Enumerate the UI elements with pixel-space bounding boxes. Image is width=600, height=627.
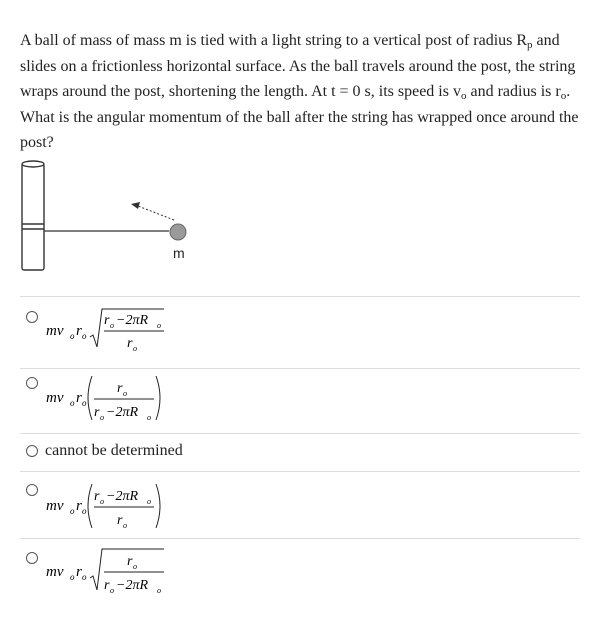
option-divider bbox=[20, 471, 580, 472]
question-text: A ball of mass of mass m is tied with a light string to a vertical post of radius $R_p$ and slides on a frictionless horizontal surface. As the ball travels around the post, the string wraps around the post, shortening the length. At t = 0 s, its speed is $v_o$ and radius is $r_o$. What is the angular momentum of the ball after the string has wrapped once around the post? bbox=[20, 32, 579, 151]
svg-text:−2πR: −2πR bbox=[106, 405, 139, 420]
svg-text:r: r bbox=[76, 390, 82, 406]
svg-text:o: o bbox=[70, 572, 75, 582]
velocity-arrow bbox=[131, 202, 174, 220]
svg-text:−2πR: −2πR bbox=[116, 313, 149, 328]
svg-text:r: r bbox=[127, 336, 133, 351]
svg-text:r: r bbox=[104, 313, 110, 328]
svg-text:r: r bbox=[117, 381, 123, 396]
svg-text:mv: mv bbox=[46, 564, 64, 580]
svg-text:r: r bbox=[94, 405, 100, 420]
svg-text:−2πR: −2πR bbox=[116, 578, 149, 593]
svg-text:r: r bbox=[76, 564, 82, 580]
svg-text:r: r bbox=[76, 323, 82, 339]
option-5-formula bbox=[44, 546, 174, 598]
svg-text:o: o bbox=[82, 506, 87, 516]
option-divider bbox=[20, 368, 580, 369]
svg-text:o: o bbox=[147, 413, 151, 422]
option-3-radio[interactable] bbox=[26, 445, 38, 457]
svg-text:r: r bbox=[76, 498, 82, 514]
option-4-formula bbox=[44, 480, 174, 534]
svg-text:o: o bbox=[100, 413, 104, 422]
svg-text:o: o bbox=[157, 321, 161, 330]
mass-label: m bbox=[173, 245, 185, 261]
vertical-post bbox=[22, 161, 44, 270]
ball bbox=[170, 224, 186, 240]
svg-text:mv: mv bbox=[46, 323, 64, 339]
svg-text:o: o bbox=[133, 562, 137, 571]
svg-text:−2πR: −2πR bbox=[106, 489, 139, 504]
post-ball-figure bbox=[18, 158, 218, 278]
svg-text:o: o bbox=[123, 521, 127, 530]
svg-text:r: r bbox=[127, 554, 133, 569]
option-divider bbox=[20, 433, 580, 434]
svg-text:o: o bbox=[70, 398, 75, 408]
option-1-radio[interactable] bbox=[26, 311, 38, 323]
svg-text:o: o bbox=[70, 506, 75, 516]
svg-text:o: o bbox=[157, 586, 161, 595]
svg-text:r: r bbox=[104, 578, 110, 593]
option-divider bbox=[20, 296, 580, 297]
option-1-formula bbox=[44, 307, 174, 357]
svg-text:o: o bbox=[82, 572, 87, 582]
svg-text:o: o bbox=[82, 331, 87, 341]
option-divider bbox=[20, 538, 580, 539]
svg-text:o: o bbox=[82, 398, 87, 408]
svg-text:o: o bbox=[147, 497, 151, 506]
svg-text:o: o bbox=[100, 497, 104, 506]
svg-text:mv: mv bbox=[46, 390, 64, 406]
svg-text:o: o bbox=[110, 586, 114, 595]
svg-text:o: o bbox=[133, 344, 137, 353]
svg-text:r: r bbox=[94, 489, 100, 504]
svg-text:r: r bbox=[117, 513, 123, 528]
svg-text:o: o bbox=[123, 389, 127, 398]
option-3-label: cannot be determined bbox=[45, 442, 183, 459]
svg-text:mv: mv bbox=[46, 498, 64, 514]
svg-text:o: o bbox=[110, 321, 114, 330]
option-2-formula bbox=[44, 372, 174, 426]
svg-text:o: o bbox=[70, 331, 75, 341]
option-5-radio[interactable] bbox=[26, 552, 38, 564]
option-4-radio[interactable] bbox=[26, 484, 38, 496]
option-2-radio[interactable] bbox=[26, 377, 38, 389]
